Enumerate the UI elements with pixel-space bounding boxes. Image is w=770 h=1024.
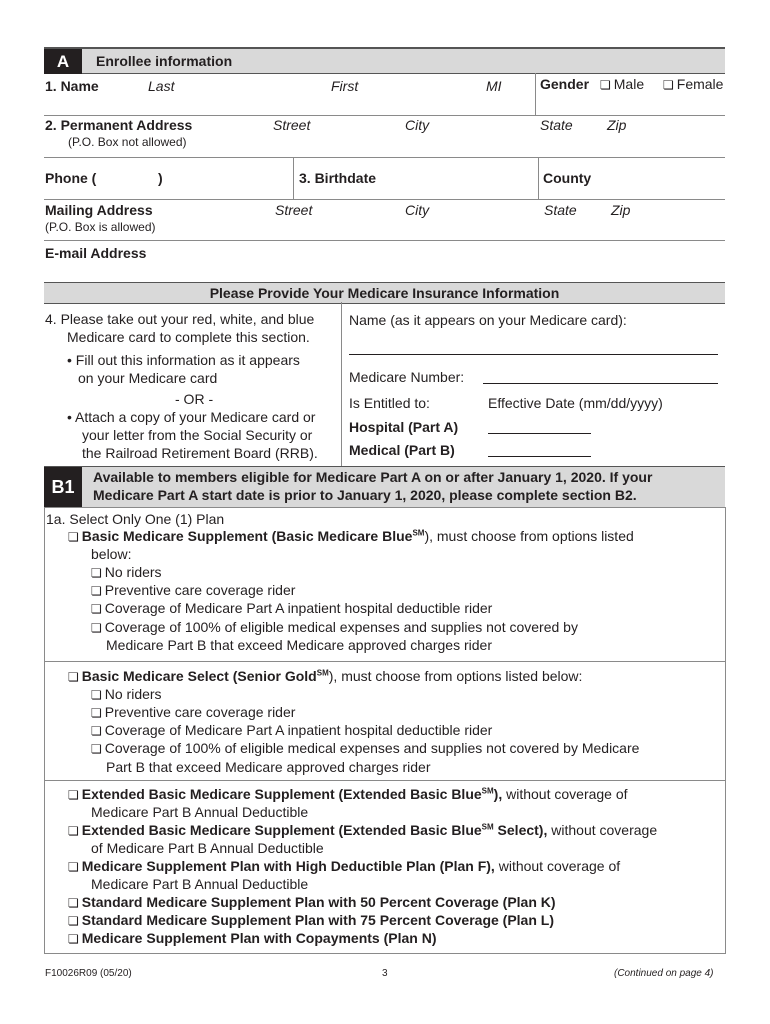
plan1-rest: ), must choose from options listed	[424, 528, 634, 544]
plan1-opt-prev: Preventive care coverage rider	[104, 582, 296, 598]
rule	[293, 157, 294, 199]
plan1-rest2: below:	[91, 546, 132, 562]
name-mi-caption: MI	[486, 78, 502, 94]
plan4-line2: of Medicare Part B Annual Deductible	[91, 840, 324, 856]
plan1-opt-parta-checkbox[interactable]	[91, 600, 492, 616]
address-zip-caption: Zip	[607, 117, 627, 133]
section-b1-title-2: Medicare Part A start date is prior to January 1, 2020, please complete section B2.	[93, 487, 637, 503]
plan1-name: Basic Medicare Supplement (Basic Medicare Blue	[81, 528, 413, 544]
plan3-name: Extended Basic Medicare Supplement (Extended Basic Blue	[81, 786, 482, 802]
address-note: (P.O. Box not allowed)	[68, 135, 187, 149]
phone-close-paren: )	[158, 170, 163, 186]
medicare-bullet2-2: your letter from the Social Security or	[82, 427, 313, 443]
rule	[538, 157, 539, 199]
plan1-opt-100-checkbox[interactable]	[91, 619, 578, 635]
medicare-bullet2-1: • Attach a copy of your Medicare card or	[67, 409, 316, 425]
plan2-opt-none-checkbox[interactable]	[91, 686, 162, 702]
medicare-divider	[341, 302, 342, 467]
plan3-name-end: ),	[493, 786, 503, 802]
plan-basic-medicare-blue-checkbox[interactable]	[68, 528, 634, 544]
address-label: 2. Permanent Address	[45, 117, 193, 133]
plan2-name: Basic Medicare Select (Senior Gold	[81, 668, 317, 684]
plan-f-high-deductible-checkbox[interactable]	[68, 858, 620, 874]
medicare-header: Please Provide Your Medicare Insurance Information	[209, 285, 560, 301]
medicare-hospital-label: Hospital (Part A)	[349, 419, 459, 435]
birthdate-label: 3. Birthdate	[299, 170, 377, 186]
plan4-name-end: Select),	[493, 822, 548, 838]
plan5-name: Medicare Supplement Plan with High Deductible Plan (Plan F),	[81, 858, 495, 874]
mailing-city-caption: City	[405, 202, 430, 218]
hospital-date-input[interactable]	[488, 433, 591, 434]
plan1-opt-none-checkbox[interactable]	[91, 564, 162, 580]
medicare-name-input[interactable]	[349, 354, 718, 355]
plan-basic-medicare-select-checkbox[interactable]	[68, 668, 582, 684]
address-street-caption: Street	[273, 117, 311, 133]
continued-note: (Continued on page 4)	[614, 968, 714, 979]
mailing-label: Mailing Address	[45, 202, 153, 218]
county-label: County	[543, 170, 592, 186]
plan-n-checkbox[interactable]	[68, 930, 437, 946]
plan4-rest: without coverage	[547, 822, 658, 838]
medicare-effective-label: Effective Date (mm/dd/yyyy)	[488, 395, 663, 411]
rule	[44, 661, 725, 662]
gender-label: Gender	[540, 76, 590, 92]
medicare-name-label: Name (as it appears on your Medicare card):	[349, 312, 627, 328]
form-id: F10026R09 (05/20)	[45, 968, 132, 979]
plan2-opt-none: No riders	[104, 686, 162, 702]
plan1-opt-none: No riders	[104, 564, 162, 580]
gender-divider	[535, 73, 536, 115]
address-state-caption: State	[540, 117, 573, 133]
medicare-bullet1-2: on your Medicare card	[78, 370, 218, 386]
mailing-state-caption: State	[544, 202, 577, 218]
plan2-opt-100a: Coverage of 100% of eligible medical expenses and supplies not covered by Medicare	[104, 740, 640, 756]
medicare-number-input[interactable]	[483, 383, 718, 384]
plan2-opt-parta: Coverage of Medicare Part A inpatient hospital deductible rider	[104, 722, 493, 738]
page-number: 3	[382, 968, 388, 979]
plan1-opt-parta: Coverage of Medicare Part A inpatient hospital deductible rider	[104, 600, 493, 616]
rule	[44, 780, 725, 781]
plan4-sm: SM	[481, 822, 494, 832]
plan3-line2: Medicare Part B Annual Deductible	[91, 804, 309, 820]
plan2-opt-100-checkbox[interactable]	[91, 740, 639, 756]
rule	[44, 240, 725, 241]
plan8-name: Medicare Supplement Plan with Copayments (Plan N)	[81, 930, 437, 946]
plan5-rest: without coverage of	[494, 858, 621, 874]
gender-female-label: Female	[676, 76, 724, 92]
plan1-opt-100b: Medicare Part B that exceed Medicare approved charges rider	[106, 637, 492, 653]
section-a-title: Enrollee information	[96, 53, 233, 69]
section-a-badge: A	[44, 49, 82, 74]
plan2-sm: SM	[316, 668, 329, 678]
gender-male-label: Male	[613, 76, 645, 92]
mailing-zip-caption: Zip	[611, 202, 631, 218]
medicare-instr-2: Medicare card to complete this section.	[67, 329, 310, 345]
plan1-sm: SM	[412, 528, 425, 538]
plan2-opt-prev-checkbox[interactable]	[91, 704, 295, 720]
name-label: 1. Name	[45, 78, 99, 94]
plan4-name: Extended Basic Medicare Supplement (Extended Basic Blue	[81, 822, 482, 838]
medicare-bullet2-3: the Railroad Retirement Board (RRB).	[82, 445, 318, 461]
plan3-rest: without coverage of	[502, 786, 628, 802]
medicare-medical-label: Medical (Part B)	[349, 442, 455, 458]
mailing-note: (P.O. Box is allowed)	[45, 220, 156, 234]
plan-extended-basic-blue-select-checkbox[interactable]	[68, 822, 657, 838]
section-b1-badge: B1	[44, 467, 82, 507]
plan2-opt-parta-checkbox[interactable]	[91, 722, 492, 738]
rule	[44, 157, 725, 158]
plan-k-checkbox[interactable]	[68, 894, 556, 910]
plan3-sm: SM	[481, 786, 494, 796]
address-city-caption: City	[405, 117, 430, 133]
gender-male-checkbox[interactable]	[600, 76, 644, 92]
plan1-opt-100a: Coverage of 100% of eligible medical expenses and supplies not covered by	[104, 619, 578, 635]
medicare-entitled-label: Is Entitled to:	[349, 395, 430, 411]
medicare-number-label: Medicare Number:	[349, 369, 465, 385]
medical-date-input[interactable]	[488, 456, 591, 457]
plan-extended-basic-blue-checkbox[interactable]	[68, 786, 628, 802]
medicare-or: - OR -	[175, 391, 214, 407]
plan1-opt-prev-checkbox[interactable]	[91, 582, 295, 598]
rule	[44, 199, 725, 200]
plan-l-checkbox[interactable]	[68, 912, 554, 928]
name-last-caption: Last	[148, 78, 175, 94]
select-plan-label: 1a. Select Only One (1) Plan	[46, 511, 225, 527]
plan5-line2: Medicare Part B Annual Deductible	[91, 876, 309, 892]
medicare-instr-1: 4. Please take out your red, white, and blue	[45, 311, 315, 327]
plan7-name: Standard Medicare Supplement Plan with 75 Percent Coverage (Plan L)	[81, 912, 554, 928]
section-b1-title-1: Available to members eligible for Medicare Part A on or after January 1, 2020. If your	[93, 469, 653, 485]
plan2-opt-100b: Part B that exceed Medicare approved charges rider	[106, 759, 431, 775]
medicare-bullet1-1: • Fill out this information as it appears	[67, 352, 300, 368]
plan6-name: Standard Medicare Supplement Plan with 50 Percent Coverage (Plan K)	[81, 894, 556, 910]
phone-label: Phone (	[45, 170, 97, 186]
plan2-rest: ), must choose from options listed below:	[328, 668, 583, 684]
rule	[44, 115, 725, 116]
name-first-caption: First	[331, 78, 359, 94]
gender-female-checkbox[interactable]	[663, 76, 723, 92]
email-label: E-mail Address	[45, 245, 147, 261]
mailing-street-caption: Street	[275, 202, 313, 218]
plan2-opt-prev: Preventive care coverage rider	[104, 704, 296, 720]
